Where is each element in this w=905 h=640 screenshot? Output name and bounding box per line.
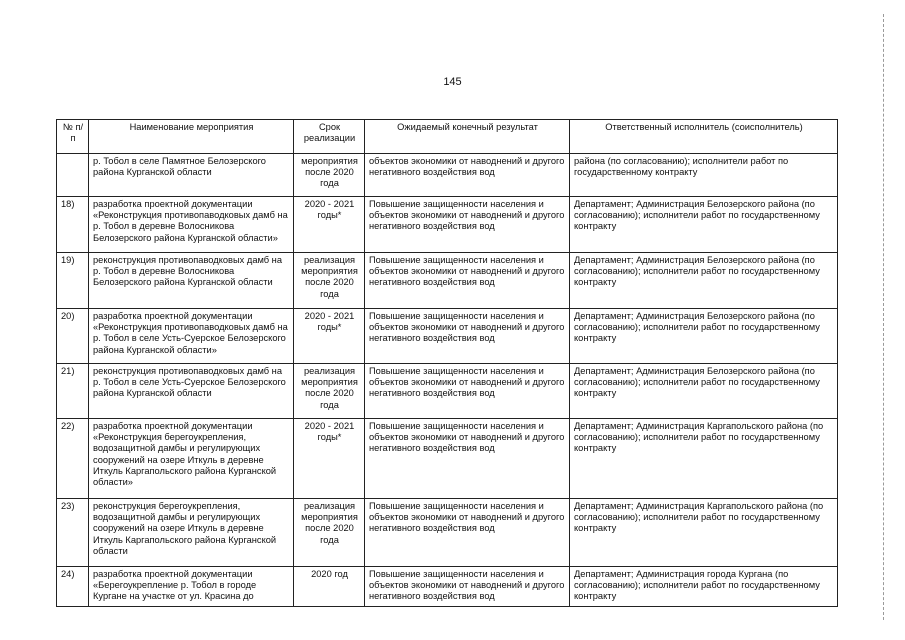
row-term: реализация мероприятия после 2020 года — [294, 499, 365, 567]
row-term: 2020 - 2021 годы* — [294, 419, 365, 499]
table-header-row — [57, 120, 838, 154]
row-result: Повышение защищенности населения и объектов экономики от наводнений и другого негативного воздействия вод — [365, 197, 570, 253]
row-executor: Департамент; Администрация Каргапольского района (по согласованию); исполнители работ по государственному контракту — [570, 419, 838, 499]
measures-table — [56, 119, 838, 607]
row-number: 19) — [57, 253, 89, 309]
row-term: 2020 - 2021 годы* — [294, 309, 365, 364]
row-executor: Департамент; Администрация Белозерского района (по согласованию); исполнители работ по государственному контракту — [570, 309, 838, 364]
header-term: Срок реализации — [294, 120, 365, 154]
row-name: разработка проектной документации «Реконструкция противопаводковых дамб на р. Тобол в селе Усть-Суерское Белозерского района Курганской области» — [89, 309, 294, 364]
row-result: Повышение защищенности населения и объектов экономики от наводнений и другого негативного воздействия вод — [365, 499, 570, 567]
row-name: реконструкция противопаводковых дамб на р. Тобол в селе Усть-Суерское Белозерского района Курганской области — [89, 364, 294, 419]
row-term: реализация мероприятия после 2020 года — [294, 253, 365, 309]
row-number: 24) — [57, 567, 89, 607]
table-row — [57, 309, 838, 364]
row-executor: Департамент; Администрация Белозерского района (по согласованию); исполнители работ по государственному контракту — [570, 364, 838, 419]
table-row — [57, 253, 838, 309]
header-executor: Ответственный исполнитель (соисполнитель) — [570, 120, 838, 154]
row-executor: Департамент; Администрация Белозерского района (по согласованию); исполнители работ по государственному контракту — [570, 197, 838, 253]
row-term: 2020 - 2021 годы* — [294, 197, 365, 253]
row-executor: района (по согласованию); исполнители работ по государственному контракту — [570, 154, 838, 197]
table-row — [57, 419, 838, 499]
row-term: реализация мероприятия после 2020 года — [294, 364, 365, 419]
row-number: 18) — [57, 197, 89, 253]
table-row — [57, 499, 838, 567]
page-number: 145 — [443, 76, 462, 88]
row-number — [57, 154, 89, 197]
row-name: реконструкция противопаводковых дамб на р. Тобол в деревне Волосникова Белозерского района Курганской области — [89, 253, 294, 309]
table-row — [57, 364, 838, 419]
header-name: Наименование мероприятия — [89, 120, 294, 154]
row-name: реконструкция берегоукрепления, водозащитной дамбы и регулирующих сооружений на озере Иткуль в деревне Иткуль Каргапольского района Курганской области — [89, 499, 294, 567]
row-number: 23) — [57, 499, 89, 567]
table-row — [57, 197, 838, 253]
row-result: Повышение защищенности населения и объектов экономики от наводнений и другого негативного воздействия вод — [365, 419, 570, 499]
row-name: р. Тобол в селе Памятное Белозерского района Курганской области — [89, 154, 294, 197]
row-executor: Департамент; Администрация Каргапольского района (по согласованию); исполнители работ по государственному контракту — [570, 499, 838, 567]
row-number: 22) — [57, 419, 89, 499]
header-result: Ожидаемый конечный результат — [365, 120, 570, 154]
row-term: 2020 год — [294, 567, 365, 607]
row-result: объектов экономики от наводнений и другого негативного воздействия вод — [365, 154, 570, 197]
row-name: разработка проектной документации «Берегоукрепление р. Тобол в городе Кургане на участке от ул. Красина до — [89, 567, 294, 607]
row-result: Повышение защищенности населения и объектов экономики от наводнений и другого негативного воздействия вод — [365, 567, 570, 607]
table-row — [57, 154, 838, 197]
table-row — [57, 567, 838, 607]
row-result: Повышение защищенности населения и объектов экономики от наводнений и другого негативного воздействия вод — [365, 364, 570, 419]
row-number: 21) — [57, 364, 89, 419]
row-number: 20) — [57, 309, 89, 364]
row-result: Повышение защищенности населения и объектов экономики от наводнений и другого негативного воздействия вод — [365, 253, 570, 309]
header-number: № п/п — [57, 120, 89, 154]
row-name: разработка проектной документации «Реконструкция берегоукрепления, водозащитной дамбы и регулирующих сооружений на озере Иткуль в деревне Иткуль Каргапольского района Курганской области» — [89, 419, 294, 499]
row-executor: Департамент; Администрация города Кургана (по согласованию); исполнители работ по государственному контракту — [570, 567, 838, 607]
row-result: Повышение защищенности населения и объектов экономики от наводнений и другого негативного воздействия вод — [365, 309, 570, 364]
row-term: мероприятия после 2020 года — [294, 154, 365, 197]
row-executor: Департамент; Администрация Белозерского района (по согласованию); исполнители работ по государственному контракту — [570, 253, 838, 309]
row-name: разработка проектной документации «Реконструкция противопаводковых дамб на р. Тобол в деревне Волосникова Белозерского района Курганской области» — [89, 197, 294, 253]
margin-dashed-line — [883, 14, 884, 620]
